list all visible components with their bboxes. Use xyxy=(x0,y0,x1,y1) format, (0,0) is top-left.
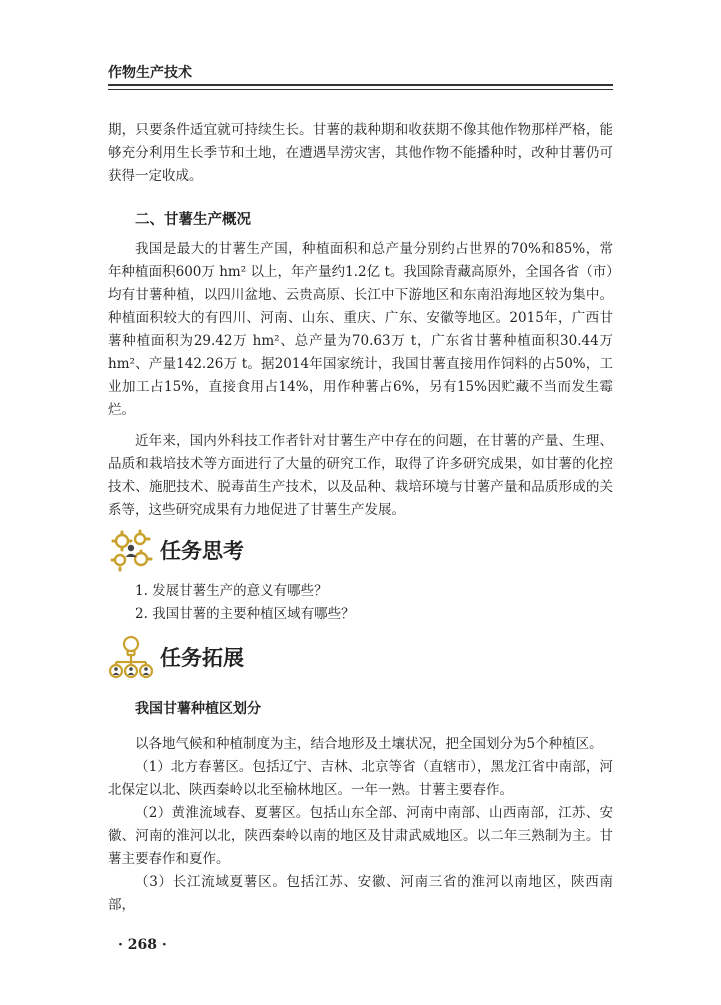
gears-person-icon xyxy=(108,527,154,573)
task-expand-block xyxy=(108,634,358,684)
task-think-title: 任务思考 xyxy=(160,539,244,563)
task-expand-title: 任务拓展 xyxy=(160,646,244,670)
paragraph-regions-intro: 以各地气候和种植制度为主，结合地形及土壤状况，把全国划分为5个种植区。 xyxy=(135,736,603,752)
running-header-title: 作物生产技术 xyxy=(108,65,192,81)
page-number: · 268 · xyxy=(118,937,167,953)
regions-heading: 我国甘薯种植区划分 xyxy=(135,701,261,717)
paragraph-region-3: （3）长江流域夏薯区。包括江苏、安徽、河南三省的淮河以南地区，陕西南部， xyxy=(108,874,613,913)
task-think-block xyxy=(108,527,358,577)
question-2: 2. 我国甘薯的主要种植区域有哪些？ xyxy=(135,606,355,622)
header-rule-thin xyxy=(108,89,613,90)
paragraph-intro: 期，只要条件适宜就可持续生长。甘薯的栽种期和收获期不像其他作物那样严格，能够充分利用生长季节和土地，在遭遇旱涝灾害，其他作物不能播种时，改种甘薯仍可获得一定收成。 xyxy=(108,122,613,184)
lightbulb-network-icon xyxy=(108,634,154,680)
paragraph-region-1: （1）北方春薯区。包括辽宁、吉林、北京等省（直辖市），黑龙江省中南部，河北保定以北、陕西秦岭以北至榆林地区。一年一熟。甘薯主要春作。 xyxy=(108,759,613,798)
paragraph-overview: 我国是最大的甘薯生产国，种植面积和总产量分别约占世界的70%和85%，常年种植面积600万 hm² 以上，年产量约1.2亿 t。我国除青藏高原外，全国各省（市）均有甘薯种植，以四川盆地、云贵高原、长江中下游地区和东南沿海地区较为集中。种植面积较大的有四川、河南、山东、重庆、广东、安徽等地区。2015年，广西甘薯种植面积为29.42万 hm²、总产量为70.63万 t，广东省甘薯种植面积30.44万 hm²、产量142.26万 t。据2014年国家统计，我国甘薯直接用作饲料的占50%，工业加工占15%，直接食用占14%，用作种薯占6%，另有15%因贮藏不当而发生霉烂。 xyxy=(108,241,613,418)
paragraph-region-2: （2）黄淮流域春、夏薯区。包括山东全部、河南中南部、山西南部，江苏、安徽、河南的淮河以北，陕西秦岭以南的地区及甘肃武威地区。以二年三熟制为主。甘薯主要春作和夏作。 xyxy=(108,805,613,867)
paragraph-research: 近年来，国内外科技工作者针对甘薯生产中存在的问题，在甘薯的产量、生理、品质和栽培技术等方面进行了大量的研究工作，取得了许多研究成果，如甘薯的化控技术、施肥技术、脱毒苗生产技术，以及品种、栽培环境与甘薯产量和品质形成的关系等，这些研究成果有力地促进了甘薯生产发展。 xyxy=(108,433,613,518)
section-heading: 二、甘薯生产概况 xyxy=(135,212,251,228)
question-1: 1. 发展甘薯生产的意义有哪些？ xyxy=(135,583,328,599)
header-rule-thick xyxy=(108,84,613,86)
